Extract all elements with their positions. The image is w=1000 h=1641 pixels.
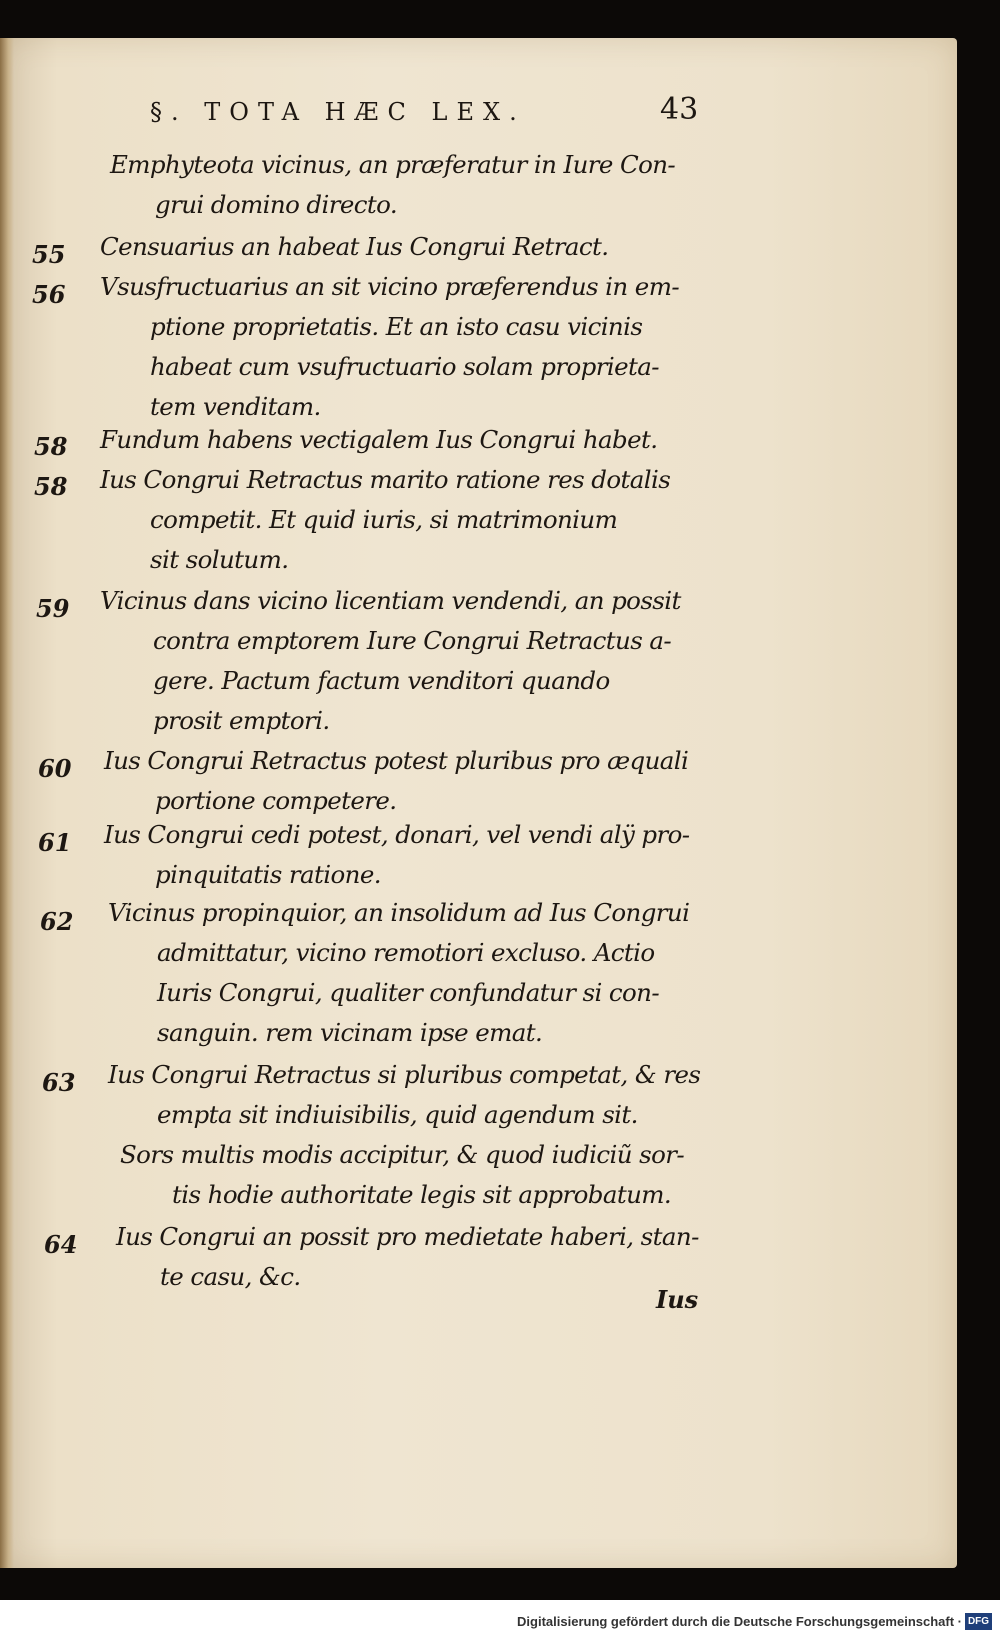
catchword: Ius: [656, 1285, 699, 1314]
entry-line: Emphyteota vicinus, an præferatur in Iure Con-: [110, 150, 676, 179]
entry-line: competit. Et quid iuris, si matrimonium: [150, 505, 618, 534]
entry-line: Ius Congrui cedi potest, donari, vel vendi alÿ pro-: [104, 820, 690, 849]
entry-line: pinquitatis ratione.: [155, 860, 381, 889]
entry-line: prosit emptori.: [153, 706, 330, 735]
entry-number: 58: [34, 472, 68, 501]
entry-number: 63: [42, 1068, 76, 1097]
entry-number: 58: [34, 432, 68, 461]
entry-line: grui domino directo.: [155, 190, 398, 219]
entry-line: Vsusfructuarius an sit vicino præferendus in em-: [100, 272, 679, 301]
entry-number: 56: [32, 280, 66, 309]
entry-line: ptione proprietatis. Et an isto casu vicinis: [150, 312, 643, 341]
entry-line: admittatur, vicino remotiori excluso. Actio: [157, 938, 655, 967]
entry-line: tem venditam.: [150, 392, 321, 421]
entry-line: Ius Congrui an possit pro medietate haberi, stan-: [116, 1222, 699, 1251]
entry-number: 61: [38, 828, 72, 857]
entry-line: gere. Pactum factum venditori quando: [153, 666, 610, 695]
entry-line: Ius Congrui Retractus potest pluribus pro æquali: [104, 746, 689, 775]
page-gutter-edge: [0, 38, 14, 1568]
entry-line: te casu, &c.: [160, 1262, 301, 1291]
entry-line: contra emptorem Iure Congrui Retractus a-: [153, 626, 672, 655]
entry-line: Fundum habens vectigalem Ius Congrui habet.: [100, 425, 658, 454]
book-page: [0, 38, 957, 1568]
entry-number: 55: [32, 240, 66, 269]
entry-line: empta sit indiuisibilis, quid agendum sit.: [157, 1100, 638, 1129]
entry-line: Vicinus dans vicino licentiam vendendi, an possit: [100, 586, 681, 615]
entry-line: Sors multis modis accipitur, & quod iudiciũ sor-: [120, 1140, 685, 1169]
entry-line: tis hodie authoritate legis sit approbatum.: [172, 1180, 672, 1209]
entry-line: habeat cum vsufructuario solam proprieta-: [150, 352, 659, 381]
dfg-logo: DFG: [965, 1613, 992, 1630]
entry-number: 64: [44, 1230, 78, 1259]
entry-line: Iuris Congrui, qualiter confundatur si con-: [157, 978, 660, 1007]
page-number: 43: [660, 92, 699, 127]
entry-number: 62: [40, 907, 74, 936]
running-head: §. TOTA HÆC LEX.: [150, 98, 526, 126]
entry-line: portione competere.: [155, 786, 397, 815]
entry-line: Censuarius an habeat Ius Congrui Retract.: [100, 232, 609, 261]
entry-line: Ius Congrui Retractus marito ratione res dotalis: [100, 465, 671, 494]
entry-line: sit solutum.: [150, 545, 289, 574]
entry-line: sanguin. rem vicinam ipse emat.: [157, 1018, 543, 1047]
digitization-credit: Digitalisierung gefördert durch die Deutsche Forschungsgemeinschaft ·: [517, 1614, 962, 1629]
entry-line: Ius Congrui Retractus si pluribus competat, & res: [108, 1060, 701, 1089]
entry-number: 59: [36, 594, 70, 623]
entry-line: Vicinus propinquior, an insolidum ad Ius Congrui: [108, 898, 690, 927]
entry-number: 60: [38, 754, 72, 783]
